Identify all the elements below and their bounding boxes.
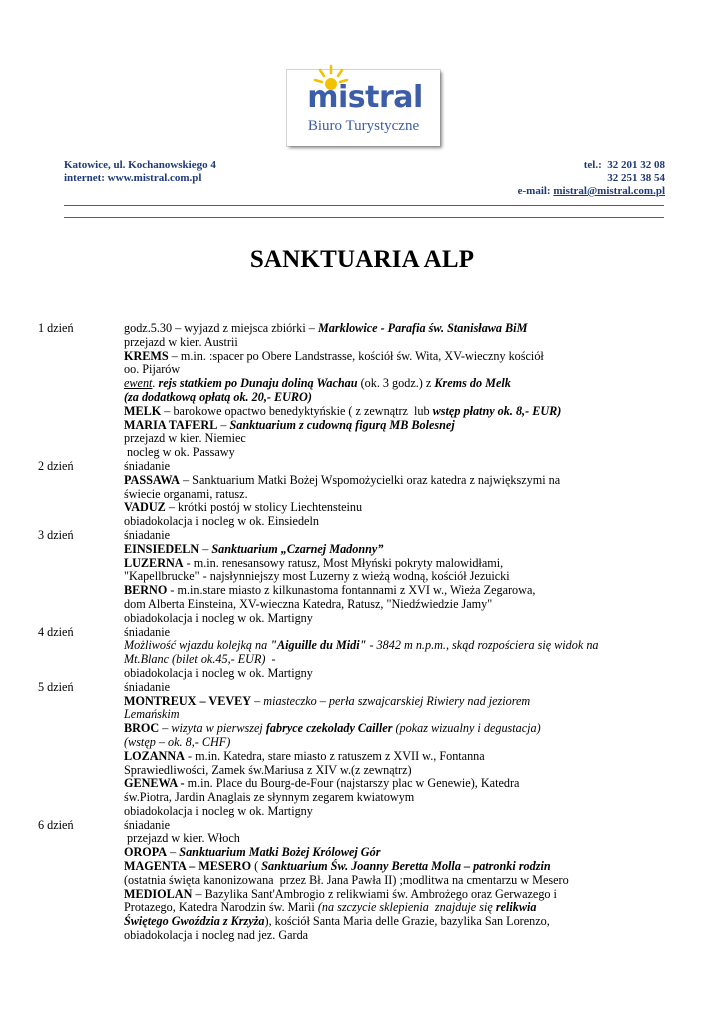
text-segment: – Sanktuarium Matki Bożej Wspomożycielki oraz katedra z największymi na [179,472,561,487]
email-line [518,185,665,198]
text-segment: – m.in. :spacer po Obere Landstrasse, kościół św. Wita, XV-wieczny kościół [168,348,544,363]
itinerary-line [124,915,678,929]
day-label: 3 dzień [38,527,74,542]
text-segment: – [167,845,180,860]
text-segment: wstęp płatny ok. 8,- EUR) [432,403,562,418]
text-segment: obiadokolacja i nocleg w ok. Einsiedeln [124,514,319,529]
text-segment: Sanktuarium z cudowną figurą MB Bolesnej [229,417,455,432]
text-segment: LUZERNA [124,555,184,570]
text-segment: "Aiguille du Midi" [270,638,367,653]
itinerary-line [124,377,678,391]
itinerary-line [124,846,678,860]
itinerary-line [124,322,678,336]
itinerary-line [124,501,678,515]
itinerary-line [124,626,678,640]
logo-name: mistral [307,80,423,115]
text-segment: MAGENTA – MESERO [124,859,252,874]
day-row [38,819,678,943]
itinerary-line [124,529,678,543]
text-segment: Krems do Melk [434,376,511,391]
text-segment: m.in. Place du Bourg-de-Four (najstarszy plac w Genewie), Katedra [184,776,520,791]
company-logo [287,70,440,146]
text-segment: godz.5.30 – wyjazd z miejsca zbiórki – [124,321,318,335]
text-segment: śniadanie [124,458,171,473]
day-row [38,626,678,681]
text-segment: GENEWA - [124,776,185,791]
text-segment: MONTREUX – VEVEY [124,693,252,708]
itinerary-line [124,695,678,709]
phone-line-1 [518,159,665,172]
itinerary-line [124,667,678,681]
itinerary-line [124,350,678,364]
itinerary-line [124,874,678,888]
page-title: SANKTUARIA ALP [249,246,475,273]
website[interactable]: internet: www.mistral.com.pl [64,172,202,184]
itinerary-line [124,460,678,474]
itinerary-line [124,557,678,571]
text-segment: Możliwość wjazdu kolejką na [124,638,271,653]
text-segment: przejazd w kier. Niemiec [124,431,246,446]
itinerary-line [124,681,678,695]
itinerary-line [124,805,678,819]
text-segment: (ok. 3 godz.) z [357,376,435,391]
text-segment: Lemańskim [124,707,180,722]
text-segment: MELK [124,403,162,418]
text-segment: śniadanie [124,527,171,542]
text-segment: EINSIEDELN [124,541,200,556]
text-segment: BERNO [124,583,168,598]
email-link[interactable]: mistral@mistral.com.pl [553,185,665,197]
text-segment: relikwia [495,900,537,915]
email-label: e-mail: [517,185,551,197]
text-segment: obiadokolacja i nocleg w ok. Martigny [124,803,313,818]
text-segment: - 3842 m n.p.m., skąd rozpościera się widok na [366,638,599,653]
text-segment: oo. Pijarów [124,362,181,377]
day-label: 5 dzień [38,679,74,694]
text-segment: św.Piotra, Jardin Anaglais ze słynnym zegarem kwiatowym [124,790,415,805]
text-segment: – wizyta w pierwszej [159,721,266,736]
text-segment: (wstęp – ok. 8,- CHF) [124,734,231,749]
text-segment: fabryce czekolady Cailler [265,721,393,736]
text-segment: Marklowice - Parafia św. Stanisława BiM [317,321,528,335]
text-segment: MARIA TAFERL [124,417,218,432]
text-segment: – krótki postój w stolicy Liechtensteinu [165,500,363,515]
itinerary-line [124,750,678,764]
text-segment: obiadokolacja i nocleg w ok. Martigny [124,610,313,625]
itinerary-line [124,336,678,350]
text-segment: świecie organami, ratusz. [124,486,248,501]
itinerary-line [124,791,678,805]
itinerary-line [124,888,678,902]
itinerary-line [124,764,678,778]
itinerary-line [124,639,678,653]
itinerary-line [124,819,678,833]
day-description [124,529,678,626]
itinerary-line [124,777,678,791]
text-segment: ), kościół Santa Maria delle Grazie, bazylika San Lorenzo, [264,914,550,929]
text-segment: MEDIOLAN [124,886,193,901]
text-segment: śniadanie [124,624,171,639]
itinerary-line [124,570,678,584]
itinerary-line [124,832,678,846]
text-segment: ( [251,859,262,874]
text-segment: Sanktuarium „Czarnej Madonny” [211,541,384,556]
text-segment: – barokowe opactwo benedyktyńskie ( z zewnątrz lub [161,403,433,418]
itinerary [38,322,678,943]
day-row [38,322,678,460]
text-segment: VADUZ [124,500,166,515]
day-label: 6 dzień [38,817,74,832]
text-segment: rejs statkiem po Dunaju doliną Wachau [158,376,358,391]
text-segment: Mt.Blanc (bilet ok.45,- EUR) - [124,652,276,667]
text-segment: Sanktuarium Św. Joanny Beretta Molla – patronki rodzin [261,859,551,874]
contact-phone-block [518,159,665,198]
itinerary-line [124,901,678,915]
day-label: 1 dzień [38,321,74,335]
text-segment: "Kapellbrucke" - najsłynniejszy most Luzerny z wieżą wodną, kościół Jezuicki [124,569,510,584]
text-segment: ewent [124,376,153,391]
text-segment: śniadanie [124,817,171,832]
text-segment: Sanktuarium Matki Bożej Królowej Gór [179,845,381,860]
text-segment: – Bazylika Sant'Ambrogio z relikwiami św. Ambrożego oraz Gerwazego i [192,886,557,901]
tel-label: tel.: [583,159,602,171]
day-description [124,626,678,681]
text-segment: - m.in. renesansowy ratusz, Most Młyński pokryty malowidłami, [183,555,504,570]
itinerary-line [124,736,678,750]
text-segment: LOZANNA [124,748,185,763]
text-segment: Sprawiedliwości, Zamek św.Mariusa z XIV w.(z zewnątrz) [124,762,412,777]
itinerary-line [124,708,678,722]
text-segment: – miasteczko – perła szwajcarskiej Riwiery nad jeziorem [251,693,531,708]
header-divider-bottom [64,217,664,218]
itinerary-line [124,419,678,433]
day-label: 2 dzień [38,458,74,473]
text-segment: (pokaz wizualny i degustacja) [392,721,541,736]
itinerary-line [124,860,678,874]
address: Katowice, ul. Kochanowskiego 4 [64,159,216,171]
text-segment: KREMS [124,348,169,363]
text-segment: śniadanie [124,679,171,694]
day-description [124,681,678,819]
text-segment: . [152,376,159,391]
text-segment: Świętego Gwoździa z Krzyża [124,914,265,929]
text-segment: przejazd w kier. Włoch [124,831,240,846]
text-segment: nocleg w ok. Passawy [124,445,235,460]
itinerary-line [124,722,678,736]
day-description [124,322,678,460]
itinerary-line [124,543,678,557]
itinerary-line [124,488,678,502]
header-divider-top [64,205,664,206]
day-label: 4 dzień [38,624,74,639]
text-segment: Protazego, Katedra Narodzin św. Marii [124,900,318,915]
text-segment: (za dodatkową opłatą ok. 20,- EURO) [124,389,312,404]
text-segment: – [199,541,212,556]
day-row [38,681,678,819]
itinerary-line [124,929,678,943]
text-segment: OROPA [124,845,168,860]
day-description [124,819,678,943]
itinerary-line [124,363,678,377]
text-segment: PASSAWA [124,472,180,487]
text-segment: obiadokolacja i nocleg nad jez. Garda [124,928,309,943]
text-segment: BROC [124,721,160,736]
day-row [38,460,678,529]
itinerary-line [124,405,678,419]
contact-address-block [64,159,216,185]
text-segment: dom Alberta Einsteina, XV-wieczna Katedra, Ratusz, "Niedźwiedzie Jamy" [124,596,493,611]
text-segment: (na szczycie sklepienia znajduje się [317,900,496,915]
itinerary-line [124,653,678,667]
text-segment: obiadokolacja i nocleg w ok. Martigny [124,665,313,680]
day-row [38,529,678,626]
text-segment: - m.in. Katedra, stare miasto z ratuszem z XVII w., Fontanna [184,748,485,763]
text-segment: (ostatnia święta kanonizowana przez Bł. Jana Pawła II) ;modlitwa na cmentarzu w Mesero [124,872,569,887]
itinerary-line [124,598,678,612]
itinerary-line [124,391,678,405]
itinerary-line [124,584,678,598]
phone-2: 32 251 38 54 [607,172,665,184]
phone-1: 32 201 32 08 [607,159,665,171]
day-description [124,460,678,529]
itinerary-line [124,515,678,529]
itinerary-line [124,612,678,626]
itinerary-line [124,474,678,488]
text-segment: - m.in.stare miasto z kilkunastoma fontannami z XVI w., Wieża Zegarowa, [167,583,536,598]
logo-subtitle: Biuro Turystyczne [307,118,420,134]
text-segment: przejazd w kier. Austrii [124,334,238,349]
text-segment: – [217,417,230,432]
itinerary-line [124,432,678,446]
itinerary-line [124,446,678,460]
